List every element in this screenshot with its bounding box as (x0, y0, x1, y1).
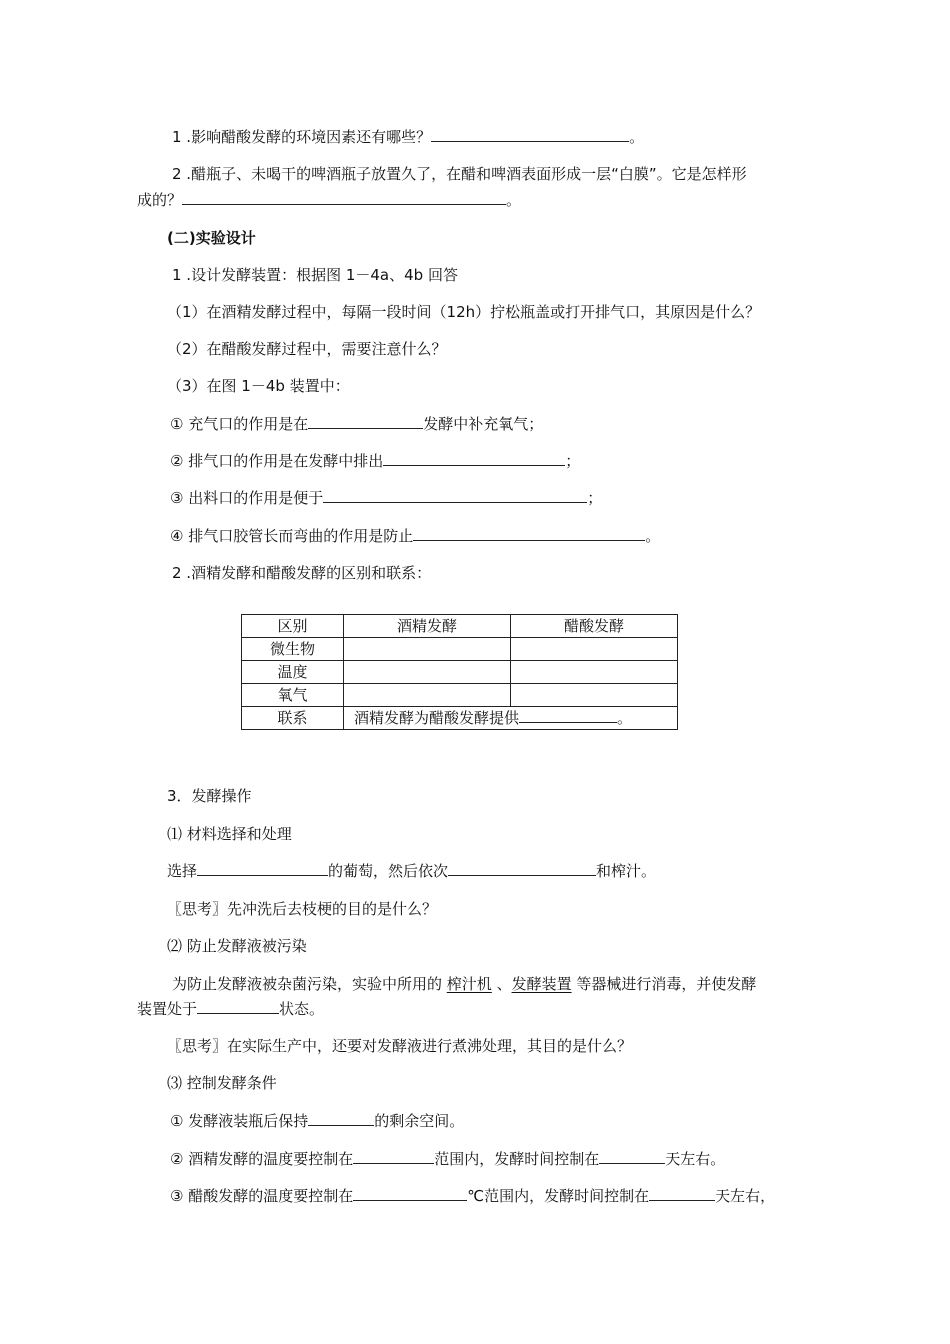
step-3-heading: ⑶ 控制发酵条件 (167, 1074, 277, 1092)
circle-item-4-post: 。 (645, 527, 661, 545)
question-2-line-2 (137, 190, 521, 210)
answer-blank[interactable] (413, 526, 645, 541)
step-2-heading: ⑵ 防止发酵液被污染 (167, 937, 307, 955)
underlined-juicer: 榨汁机 (446, 975, 492, 993)
think-2: 〖思考〗在实际生产中，还要对发酵液进行煮沸处理，其目的是什么？ (167, 1037, 633, 1055)
answer-blank[interactable] (308, 1111, 374, 1126)
comparison-table (241, 614, 678, 730)
control-1-pre: ① 发酵液装瓶后保持 (170, 1112, 309, 1130)
table-link-cell (344, 707, 678, 730)
table-cell[interactable] (344, 684, 511, 707)
prevent-line-2 (137, 999, 324, 1019)
table-cell[interactable] (511, 684, 678, 707)
control-2-pre: ② 酒精发酵的温度要控制在 (170, 1150, 354, 1168)
prevent-line-1 (172, 974, 756, 994)
question-1-end: 。 (629, 128, 645, 146)
question-2-text-cont: 成的？ (137, 191, 183, 209)
select-pre: 选择 (167, 862, 198, 880)
control-2-mid: 范围内，发酵时间控制在 (434, 1150, 600, 1168)
question-1-text: 1 .影响醋酸发酵的环境因素还有哪些？ (172, 128, 432, 146)
table-row (242, 684, 678, 707)
control-3-mid: ℃范围内，发酵时间控制在 (467, 1187, 650, 1205)
select-line (167, 861, 656, 881)
control-3-pre: ③ 醋酸发酵的温度要控制在 (170, 1187, 354, 1205)
answer-blank[interactable] (383, 451, 565, 466)
answer-blank[interactable] (448, 861, 596, 876)
sub-question-3: （3）在图 1－4b 装置中： (167, 377, 350, 395)
table-header-cell: 醋酸发酵 (511, 615, 678, 638)
prevent2-post: 状态。 (279, 1000, 325, 1018)
answer-blank[interactable] (649, 1186, 715, 1201)
table-row-label: 氧气 (242, 684, 344, 707)
answer-blank[interactable] (323, 488, 587, 503)
answer-blank[interactable] (599, 1149, 665, 1164)
circle-item-1-post: 发酵中补充氧气； (423, 415, 544, 433)
circle-item-3-pre: ③ 出料口的作用是便于 (170, 489, 324, 507)
select-mid: 的葡萄，然后依次 (328, 862, 449, 880)
answer-blank[interactable] (197, 861, 328, 876)
control-3-post: 天左右， (715, 1187, 776, 1205)
prevent-post: 等器械进行消毒，并使发酵 (571, 975, 757, 993)
think-1: 〖思考〗先冲洗后去枝梗的目的是什么？ (167, 900, 438, 918)
question-1 (172, 127, 644, 147)
question-2-text: 2 .醋瓶子、未喝干的啤酒瓶子放置久了，在醋和啤酒表面形成一层“白膜”。它是怎样形 (172, 165, 747, 183)
sub-question-1: （1）在酒精发酵过程中，每隔一段时间（12h）拧松瓶盖或打开排气口，其原因是什么？ (167, 303, 761, 321)
circle-item-3 (170, 488, 602, 508)
table-header-cell: 酒精发酵 (344, 615, 511, 638)
control-item-2 (170, 1149, 725, 1169)
answer-blank[interactable] (353, 1186, 467, 1201)
question-2-end: 。 (506, 191, 522, 209)
step-1-heading: ⑴ 材料选择和处理 (167, 825, 292, 843)
select-post: 和榨汁。 (596, 862, 657, 880)
table-cell[interactable] (344, 638, 511, 661)
answer-blank[interactable] (182, 190, 506, 205)
answer-blank[interactable] (431, 127, 629, 142)
question-2-line-1 (172, 164, 747, 184)
table-row (242, 661, 678, 684)
answer-blank[interactable] (353, 1149, 434, 1164)
table-cell[interactable] (344, 661, 511, 684)
circle-item-1-pre: ① 充气口的作用是在 (170, 415, 309, 433)
circle-item-2 (170, 451, 580, 471)
link-text-post: 。 (617, 709, 633, 727)
table-row-label: 微生物 (242, 638, 344, 661)
table-cell[interactable] (511, 661, 678, 684)
prevent-pre: 为防止发酵液被杂菌污染，实验中所用的 (172, 975, 447, 993)
control-2-post: 天左右。 (665, 1150, 726, 1168)
table-row-label: 温度 (242, 661, 344, 684)
table-header-cell: 区别 (242, 615, 344, 638)
circle-item-2-post: ； (565, 452, 581, 470)
control-item-1 (170, 1111, 464, 1131)
table-row-link (242, 707, 678, 730)
circle-item-4 (170, 526, 660, 546)
prevent-sep: 、 (491, 975, 512, 993)
section-heading-experiment-design: (二)实验设计 (167, 229, 256, 247)
table-row-label: 联系 (242, 707, 344, 730)
table-cell[interactable] (511, 638, 678, 661)
answer-blank[interactable] (197, 999, 279, 1014)
circle-item-4-pre: ④ 排气口胶管长而弯曲的作用是防止 (170, 527, 414, 545)
answer-blank[interactable] (519, 708, 617, 723)
table-row (242, 638, 678, 661)
item-1: 1 .设计发酵装置：根据图 1－4a、4b 回答 (172, 266, 458, 284)
circle-item-2-pre: ② 排气口的作用是在发酵中排出 (170, 452, 384, 470)
control-1-post: 的剩余空间。 (374, 1112, 465, 1130)
circle-item-1 (170, 414, 543, 434)
link-text-pre: 酒精发酵为醋酸发酵提供 (354, 709, 520, 727)
section-heading-fermentation-operation: 3．发酵操作 (167, 787, 252, 805)
prevent2-pre: 装置处于 (137, 1000, 198, 1018)
sub-question-2: （2）在醋酸发酵过程中，需要注意什么？ (167, 340, 447, 358)
circle-item-3-post: ； (587, 489, 603, 507)
control-item-3 (170, 1186, 775, 1206)
table-header-row (242, 615, 678, 638)
underlined-fermenter: 发酵装置 (511, 975, 572, 993)
item-2: 2 .酒精发酵和醋酸发酵的区别和联系： (172, 564, 432, 582)
answer-blank[interactable] (308, 414, 423, 429)
